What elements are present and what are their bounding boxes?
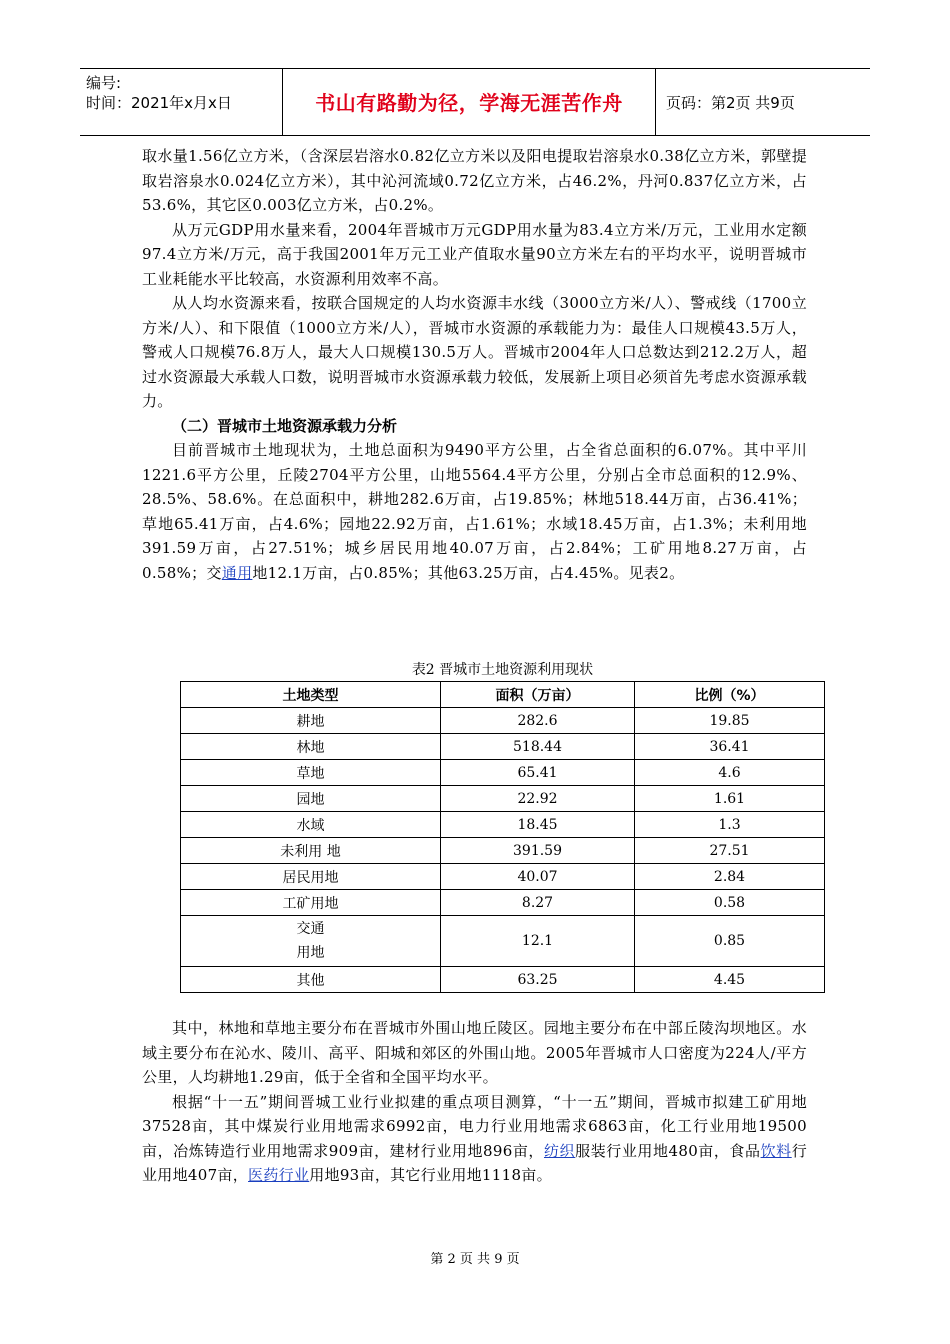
document-body-continued — [142, 1016, 807, 1188]
cell-land-type — [181, 916, 441, 967]
cell-land-type: 其他 — [181, 967, 441, 993]
paragraph-per-capita-water: 从人均水资源来看，按联合国规定的人均水资源丰水线（3000立方米/人）、警戒线（1700立方米/人）、和下限值（1000立方米/人），晋城市水资源的承载能力为：最佳人口规模43.5万人，警戒人口规模76.8万人，最大人口规模130.5万人。晋城市2004年人口总数达到212.2万人，超过水资源最大承载人口数，说明晋城市水资源承载力较低，发展新上项目必须首先考虑水资源承载力。 — [142, 294, 807, 410]
cell-area: 8.27 — [441, 890, 635, 916]
link-traffic[interactable]: 通用 — [221, 563, 253, 582]
cell-land-type-text: 交通用地 — [296, 921, 325, 961]
cell-ratio: 27.51 — [635, 838, 825, 864]
table-row — [181, 708, 825, 734]
industrial-text-a: 根据“十一五”期间晋城工业行业拟建的重点项目测算，“十一五”期间，晋城市拟建工矿用地37528亩，其中煤炭行业用地需求6992亩，电力行业用地需求6863亩，化工行业用地19500亩，冶炼铸造行业用地需求909亩，建材行业用地896亩， — [142, 1092, 807, 1160]
cell-ratio: 1.3 — [635, 812, 825, 838]
table-row — [181, 812, 825, 838]
paragraph-industrial-land-demand — [142, 1090, 807, 1188]
cell-land-type: 居民用地 — [181, 864, 441, 890]
document-body — [142, 144, 807, 585]
land-status-text-a: 目前晋城市土地现状为，土地总面积为9490平方公里，占全省总面积的6.07%。其中平川1221.6平方公里，丘陵2704平方公里，山地5564.4平方公里，分别占全市总面积的12.9%、28.5%、58.6%。在总面积中，耕地282.6万亩，占19.85%；林地518.44万亩，占36.41%；草地65.41万亩，占4.6%；园地22.92万亩，占1.61%；水域18.45万亩，占1.3%；未利用地391.59万亩，占27.51%；城乡居民用地40.07万亩，占2.84%；工矿用地8.27万亩，占0.58%；交 — [142, 441, 807, 582]
cell-area: 18.45 — [441, 812, 635, 838]
table-header-row — [181, 682, 825, 708]
table-row — [181, 890, 825, 916]
cell-ratio: 2.84 — [635, 864, 825, 890]
paragraph-land-status — [142, 438, 807, 585]
cell-ratio: 36.41 — [635, 734, 825, 760]
table-row — [181, 786, 825, 812]
paragraph-land-distribution: 其中，林地和草地主要分布在晋城市外围山地丘陵区。园地主要分布在中部丘陵沟坝地区。水域主要分布在沁水、陵川、高平、阳城和郊区的外围山地。2005年晋城市人口密度为224人/平方公里，人均耕地1.29亩，低于全省和全国平均水平。 — [142, 1019, 807, 1086]
cell-area: 40.07 — [441, 864, 635, 890]
section-heading-land: （二）晋城市土地资源承载力分析 — [172, 416, 398, 435]
header-meta — [80, 69, 283, 135]
table-row — [181, 916, 825, 967]
table-row — [181, 838, 825, 864]
document-number-label: 编号: — [86, 74, 122, 92]
link-beverage[interactable]: 饮料 — [760, 1141, 792, 1160]
cell-land-type: 林地 — [181, 734, 441, 760]
cell-land-type: 未利用 地 — [181, 838, 441, 864]
column-header-area: 面积（万亩） — [441, 682, 635, 708]
page-header — [80, 68, 870, 136]
cell-ratio: 19.85 — [635, 708, 825, 734]
cell-area: 518.44 — [441, 734, 635, 760]
industrial-text-b: 服装行业用地480亩，食品 — [575, 1141, 761, 1160]
land-use-table — [180, 681, 825, 993]
cell-land-type: 草地 — [181, 760, 441, 786]
column-header-land-type: 土地类型 — [181, 682, 441, 708]
header-page-info: 页码：第2页 共9页 — [666, 94, 795, 112]
table-row — [181, 760, 825, 786]
cell-area: 65.41 — [441, 760, 635, 786]
cell-land-type: 耕地 — [181, 708, 441, 734]
paragraph-gdp-water-use: 从万元GDP用水量来看，2004年晋城市万元GDP用水量为83.4立方米/万元，工业用水定额97.4立方米/万元，高于我国2001年万元工业产值取水量90立方米左右的平均水平，说明晋城市工业耗能水平比较高，水资源利用效率不高。 — [142, 220, 807, 288]
cell-land-type: 工矿用地 — [181, 890, 441, 916]
cell-land-type: 水域 — [181, 812, 441, 838]
link-textile[interactable]: 纺织 — [543, 1141, 576, 1160]
page-footer: 第 2 页 共 9 页 — [430, 1252, 520, 1267]
industrial-text-d: 用地93亩，其它行业用地1118亩。 — [309, 1166, 552, 1184]
cell-ratio: 0.85 — [635, 916, 825, 967]
cell-area: 282.6 — [441, 708, 635, 734]
column-header-ratio: 比例（%） — [635, 682, 825, 708]
table-row — [181, 967, 825, 993]
cell-ratio: 0.58 — [635, 890, 825, 916]
cell-area: 391.59 — [441, 838, 635, 864]
table-caption: 表2 晋城市土地资源利用现状 — [411, 662, 594, 678]
document-date-label: 时间：2021年x月x日 — [86, 94, 232, 112]
cell-area: 63.25 — [441, 967, 635, 993]
cell-ratio: 4.45 — [635, 967, 825, 993]
cell-area: 22.92 — [441, 786, 635, 812]
paragraph-water-intake: 取水量1.56亿立方米，（含深层岩溶水0.82亿立方米以及阳电提取岩溶泉水0.38亿立方米，郭壁提取岩溶泉水0.024亿立方米），其中沁河流域0.72亿立方米，占46.2%，丹河0.837亿立方米，占53.6%，其它区0.003亿立方米，占0.2%。 — [142, 147, 807, 214]
land-status-text-b: 地12.1万亩，占0.85%；其他63.25万亩，占4.45%。见表2。 — [252, 563, 685, 582]
cell-ratio: 1.61 — [635, 786, 825, 812]
table-row — [181, 864, 825, 890]
header-motto: 书山有路勤为径，学海无涯苦作舟 — [283, 69, 656, 135]
industrial-text-c: 行业用地407亩， — [142, 1141, 808, 1184]
table-row — [181, 734, 825, 760]
cell-land-type: 园地 — [181, 786, 441, 812]
cell-ratio: 4.6 — [635, 760, 825, 786]
cell-area: 12.1 — [441, 916, 635, 967]
link-pharma[interactable]: 医药行业 — [248, 1166, 310, 1184]
